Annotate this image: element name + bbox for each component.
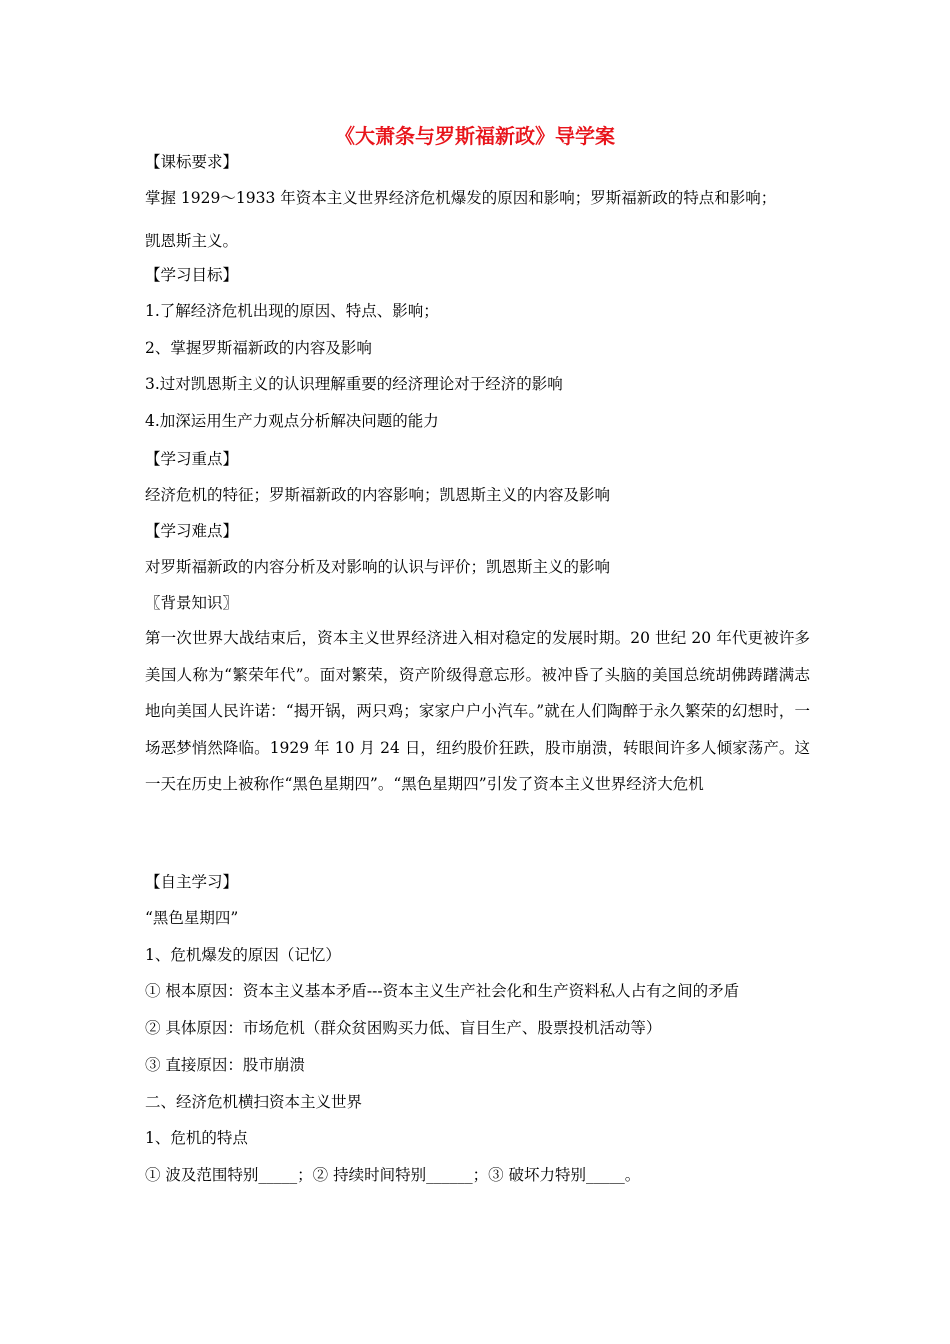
features-heading: 1、危机的特点: [145, 1129, 248, 1147]
section-heading-background: 〖背景知识〗: [145, 594, 239, 612]
goal-item-4: 4.加深运用生产力观点分析解决问题的能力: [145, 412, 439, 430]
requirements-text-line-2: 凯恩斯主义。: [145, 232, 239, 250]
black-thursday-heading: “黑色星期四”: [145, 909, 239, 927]
background-paragraph: 第一次世界大战结束后，资本主义世界经济进入相对稳定的发展时期。20 世纪 20 年代更被许多美国人称为“繁荣年代”。面对繁荣，资产阶级得意忘形。被冲昏了头脑的美国总统胡佛踌躇满志地向美国人民许诺：“揭开锅，两只鸡；家家户户小汽车。”就在人们陶醉于永久繁荣的幻想时，一场恶梦悄然降临。1929 年 10 月 24 日，纽约股价狂跌，股市崩溃，转眼间许多人倾家荡产。这一天在历史上被称作“黑色星期四”。“黑色星期四”引发了资本主义世界经济大危机: [145, 629, 810, 793]
section-heading-goals: 【学习目标】: [145, 266, 239, 284]
cause-item-3: ③ 直接原因：股市崩溃: [145, 1056, 305, 1074]
section-heading-self-study: 【自主学习】: [145, 873, 239, 891]
document-title: 《大萧条与罗斯福新政》导学案: [335, 124, 615, 148]
requirements-text-line-1: 掌握 1929～1933 年资本主义世界经济危机爆发的原因和影响；罗斯福新政的特点和影响；: [145, 189, 777, 207]
section-heading-difficulty: 【学习难点】: [145, 522, 239, 540]
section-heading-requirements: 【课标要求】: [145, 153, 239, 171]
goal-item-1: 1.了解经济危机出现的原因、特点、影响；: [145, 302, 439, 320]
part-two-heading: 二、经济危机横扫资本主义世界: [145, 1093, 363, 1111]
goal-item-3: 3.过对凯恩斯主义的认识理解重要的经济理论对于经济的影响: [145, 375, 563, 393]
section-heading-focus: 【学习重点】: [145, 450, 239, 468]
cause-item-1: ① 根本原因：资本主义基本矛盾---资本主义生产社会化和生产资料私人占有之间的矛盾: [145, 982, 740, 1000]
cause-heading: 1、危机爆发的原因（记忆）: [145, 946, 341, 964]
focus-text: 经济危机的特征；罗斯福新政的内容影响；凯恩斯主义的内容及影响: [145, 486, 611, 504]
difficulty-text: 对罗斯福新政的内容分析及对影响的认识与评价；凯恩斯主义的影响: [145, 558, 611, 576]
goal-item-2: 2、掌握罗斯福新政的内容及影响: [145, 339, 372, 357]
cause-item-2: ② 具体原因：市场危机（群众贫困购买力低、盲目生产、股票投机活动等）: [145, 1019, 662, 1037]
features-text: ① 波及范围特别_____；② 持续时间特别______；③ 破坏力特别_____。: [145, 1166, 641, 1184]
